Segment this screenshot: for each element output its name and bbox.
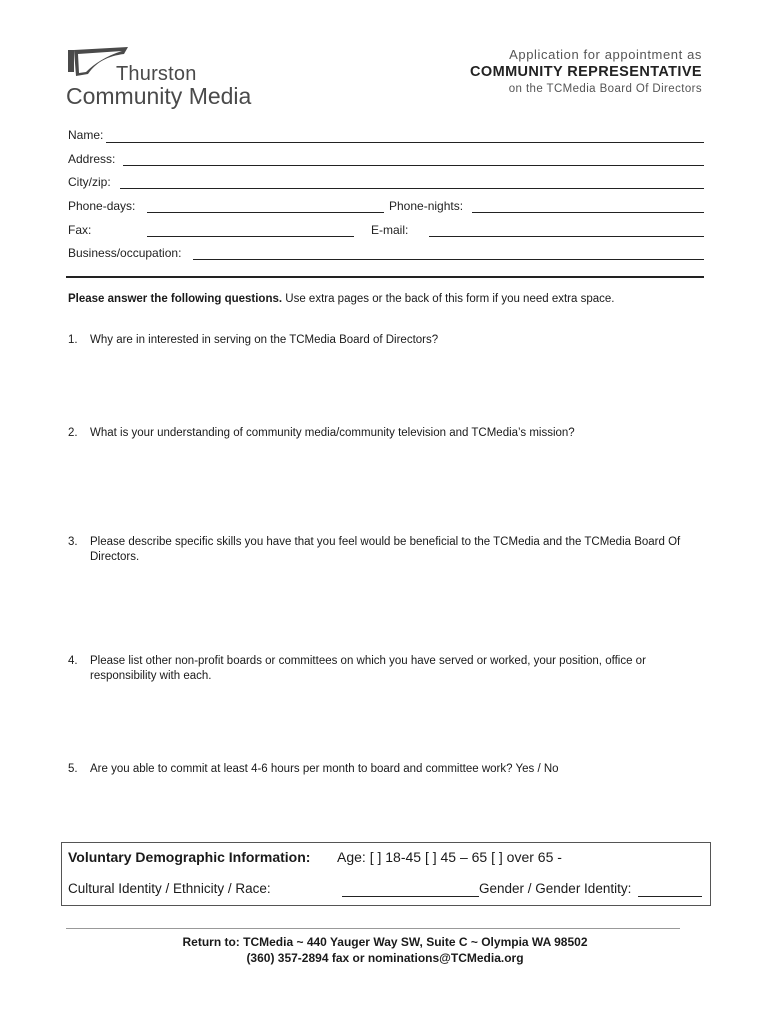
questions-intro	[68, 293, 614, 305]
business-field[interactable]	[193, 259, 704, 260]
header-line-1: Application for appointment as	[509, 47, 702, 62]
question-text: Are you able to commit at least 4-6 hours per month to board and committee work? Yes / No	[90, 763, 559, 775]
question-text: Please list other non-profit boards or committees on which you have served or worked, your position, office or responsibility with each.	[90, 655, 646, 682]
phone-days-field[interactable]	[147, 212, 384, 213]
intro-rest: Use extra pages or the back of this form if you need extra space.	[282, 293, 615, 305]
address-field[interactable]	[123, 165, 704, 166]
demographics-box	[61, 842, 711, 906]
logo-text-thurston: Thurston	[116, 63, 197, 85]
business-label: Business/occupation:	[68, 246, 182, 260]
age-options[interactable]: Age: [ ] 18-45 [ ] 45 – 65 [ ] over 65 -	[337, 849, 562, 865]
form-header	[470, 47, 702, 95]
phone-nights-field[interactable]	[472, 212, 704, 213]
gender-field[interactable]	[638, 896, 702, 897]
header-line-3: on the TCMedia Board Of Directors	[508, 83, 702, 95]
fax-field[interactable]	[147, 236, 354, 237]
phone-days-label: Phone-days:	[68, 199, 136, 213]
address-label: Address:	[68, 152, 116, 166]
intro-bold: Please answer the following questions.	[68, 293, 283, 305]
name-label: Name:	[68, 128, 104, 142]
question-number: 1.	[68, 334, 78, 346]
question-number: 4.	[68, 655, 78, 667]
section-divider	[66, 276, 704, 278]
question-text: Why are in interested in serving on the TCMedia Board of Directors?	[90, 334, 439, 346]
question-number: 2.	[68, 427, 78, 439]
logo-text-community-media: Community Media	[66, 83, 252, 109]
footer-divider	[66, 928, 680, 929]
question-text: What is your understanding of community media/community television and TCMedia’s mission?	[90, 427, 575, 439]
question-number: 3.	[68, 536, 78, 548]
question-text: Please describe specific skills you have that you feel would be beneficial to the TCMedia and the TCMedia Board Of Directors.	[90, 536, 681, 563]
culture-field[interactable]	[342, 896, 479, 897]
email-field[interactable]	[429, 236, 704, 237]
name-row	[68, 128, 704, 144]
logo	[66, 44, 286, 114]
fax-label: Fax:	[68, 223, 92, 237]
cityzip-label: City/zip:	[68, 175, 111, 189]
gender-label: Gender / Gender Identity:	[479, 881, 632, 896]
business-row	[68, 246, 704, 262]
question-number: 5.	[68, 763, 78, 775]
cityzip-field[interactable]	[120, 188, 704, 189]
demographics-title: Voluntary Demographic Information:	[68, 849, 311, 865]
footer-line-2: (360) 357-2894 fax or nominations@TCMedia.org	[246, 951, 524, 965]
address-row	[68, 152, 704, 168]
footer-line-1: Return to: TCMedia ~ 440 Yauger Way SW, Suite C ~ Olympia WA 98502	[182, 935, 588, 949]
email-label: E-mail:	[371, 223, 409, 237]
phone-row	[68, 199, 704, 215]
phone-nights-label: Phone-nights:	[389, 199, 464, 213]
return-address	[0, 934, 770, 966]
culture-label: Cultural Identity / Ethnicity / Race:	[68, 881, 271, 896]
fax-email-row	[68, 223, 704, 239]
header-title: COMMUNITY REPRESENTATIVE	[470, 64, 702, 80]
cityzip-row	[68, 175, 704, 191]
name-field[interactable]	[106, 142, 704, 143]
